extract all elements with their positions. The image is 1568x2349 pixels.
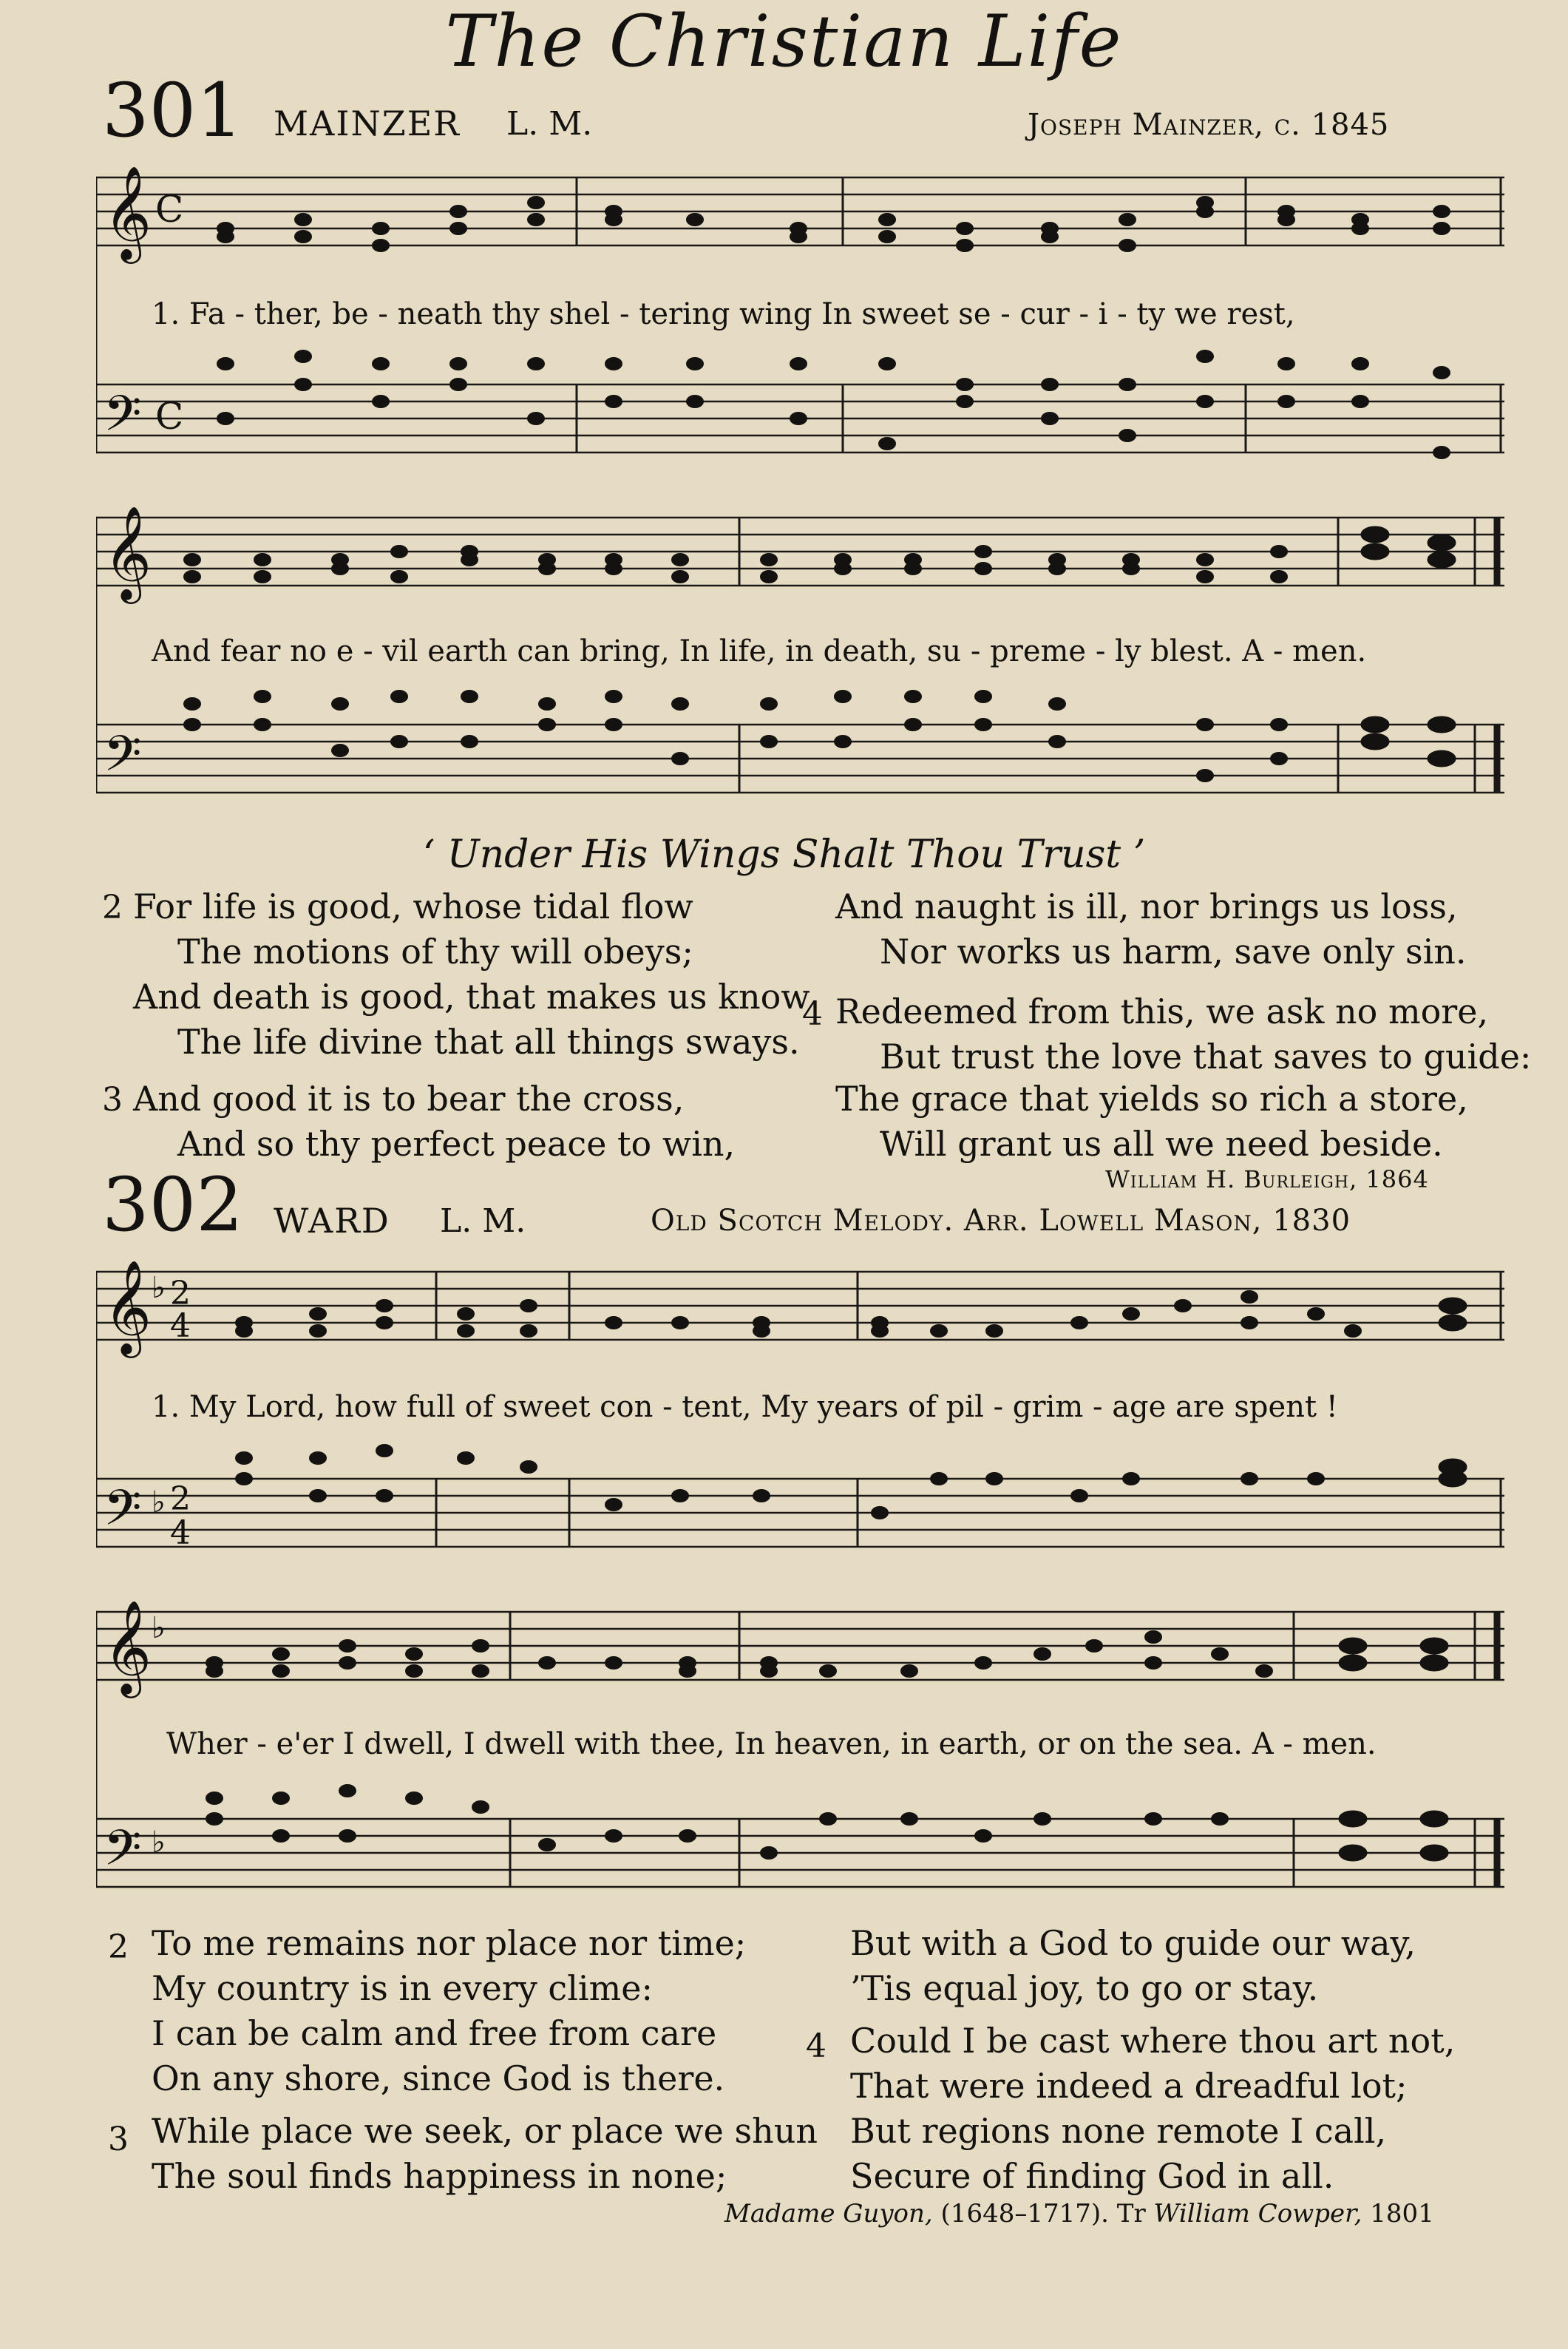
verse-4-line-2: That were indeed a dreadful lot; bbox=[850, 2066, 1408, 2106]
hymn-author: William H. Burleigh, 1864 bbox=[1105, 1165, 1429, 1193]
verse-number: 3 bbox=[102, 1081, 123, 1119]
credit-years: (1648–1717). bbox=[940, 2199, 1109, 2228]
verse-2-line-1: To me remains nor place nor time; bbox=[152, 1923, 747, 1963]
svg-text:♭: ♭ bbox=[152, 1485, 166, 1519]
verse-3-line-2: And so thy perfect peace to win, bbox=[177, 1124, 736, 1164]
verse-3-line-3: And naught is ill, nor brings us loss, bbox=[835, 887, 1458, 926]
svg-text:𝄞: 𝄞 bbox=[103, 1599, 152, 1694]
lyric-line-301-2: And fear no e - vil earth can bring, In life, in death, su - preme - ly blest. A - men. bbox=[152, 634, 1367, 668]
verse-2-line-2: The motions of thy will obeys; bbox=[177, 932, 693, 972]
credit-year: 1801 bbox=[1370, 2199, 1434, 2228]
svg-text:♭: ♭ bbox=[152, 1611, 166, 1645]
svg-text:𝄞: 𝄞 bbox=[103, 505, 152, 600]
treble-staff bbox=[96, 1259, 1504, 1358]
verse-2-line-3: And death is good, that makes us know bbox=[133, 977, 810, 1017]
svg-text:4: 4 bbox=[170, 1514, 191, 1552]
credit-translator: William Cowper, bbox=[1153, 2199, 1362, 2228]
lyric-line-302-2: Wher - e'er I dwell, I dwell with thee, In heaven, in earth, or on the sea. A - men. bbox=[166, 1727, 1377, 1761]
verse-3-line-3: But with a God to guide our way, bbox=[850, 1923, 1416, 1963]
verse-number: 3 bbox=[108, 2121, 129, 2158]
svg-text:2: 2 bbox=[170, 1275, 191, 1312]
credit-author: Madame Guyon, bbox=[724, 2199, 933, 2228]
lyric-line-301-1: 1. Fa - ther, be - neath thy shel - tering wing In sweet se - cur - i - ty we rest, bbox=[152, 297, 1295, 331]
svg-text:𝄢: 𝄢 bbox=[103, 1479, 142, 1548]
verse-3-line-4: ’Tis equal joy, to go or stay. bbox=[850, 1968, 1319, 2008]
verse-3-line-2: The soul finds happiness in none; bbox=[152, 2156, 727, 2196]
verse-4-line-3: The grace that yields so rich a store, bbox=[835, 1079, 1468, 1119]
hymn-number: 301 bbox=[102, 67, 243, 154]
verse-2-line-4: On any shore, since God is there. bbox=[152, 2058, 725, 2098]
svg-text:𝄞: 𝄞 bbox=[103, 165, 152, 260]
svg-text:𝄢: 𝄢 bbox=[103, 725, 142, 794]
meter: L. M. bbox=[506, 105, 593, 143]
verse-4-line-4: Secure of finding God in all. bbox=[850, 2156, 1334, 2196]
verse-2-line-1: For life is good, whose tidal flow bbox=[133, 887, 693, 926]
verse-4-line-3: But regions none remote I call, bbox=[850, 2111, 1387, 2151]
verse-3-line-1: And good it is to bear the cross, bbox=[133, 1079, 685, 1119]
svg-text:2: 2 bbox=[170, 1480, 191, 1518]
verse-number: 4 bbox=[806, 2027, 827, 2065]
verse-3-line-4: Nor works us harm, save only sin. bbox=[880, 932, 1467, 972]
verse-number: 2 bbox=[102, 889, 123, 926]
verse-3-line-1: While place we seek, or place we shun bbox=[152, 2111, 818, 2151]
section-title: The Christian Life bbox=[445, 0, 1123, 83]
composer: Old Scotch Melody. Arr. Lowell Mason, 1830 bbox=[651, 1204, 1351, 1238]
meter: L. M. bbox=[440, 1202, 526, 1240]
bass-staff bbox=[96, 725, 1504, 794]
verse-4-line-2: But trust the love that saves to guide: bbox=[880, 1037, 1532, 1077]
verse-number: 2 bbox=[108, 1928, 129, 1966]
svg-text:𝄞: 𝄞 bbox=[103, 1259, 152, 1354]
composer: Joseph Mainzer, c. 1845 bbox=[1028, 108, 1390, 142]
treble-staff bbox=[96, 505, 1504, 604]
lyric-line-302-1: 1. My Lord, how full of sweet con - tent, My years of pil - grim - age are spent ! bbox=[152, 1390, 1338, 1424]
svg-text:𝄢: 𝄢 bbox=[103, 1820, 142, 1888]
verse-4-line-4: Will grant us all we need beside. bbox=[880, 1124, 1443, 1164]
hymn-subtitle: ‘ Under His Wings Shalt Thou Trust ’ bbox=[422, 833, 1146, 877]
verse-number: 4 bbox=[802, 995, 823, 1033]
tune-name: WARD bbox=[274, 1201, 390, 1241]
svg-text:𝄢: 𝄢 bbox=[103, 385, 142, 454]
svg-text:C: C bbox=[155, 188, 184, 231]
verse-4-line-1: Could I be cast where thou art not, bbox=[850, 2021, 1456, 2061]
svg-text:4: 4 bbox=[170, 1307, 191, 1345]
credit-tr: Tr bbox=[1116, 2199, 1146, 2228]
svg-text:C: C bbox=[155, 395, 184, 438]
verse-2-line-3: I can be calm and free from care bbox=[152, 2013, 717, 2053]
svg-text:♭: ♭ bbox=[152, 1271, 166, 1305]
hymn-credit bbox=[724, 2199, 1434, 2228]
verse-2-line-2: My country is in every clime: bbox=[152, 1968, 653, 2008]
verse-2-line-4: The life divine that all things sways. bbox=[177, 1022, 800, 1062]
bass-staff bbox=[96, 1479, 1504, 1552]
tune-name: MAINZER bbox=[274, 104, 461, 143]
verse-4-line-1: Redeemed from this, we ask no more, bbox=[835, 992, 1489, 1031]
svg-text:♭: ♭ bbox=[152, 1826, 166, 1860]
hymn-number: 302 bbox=[102, 1162, 243, 1248]
